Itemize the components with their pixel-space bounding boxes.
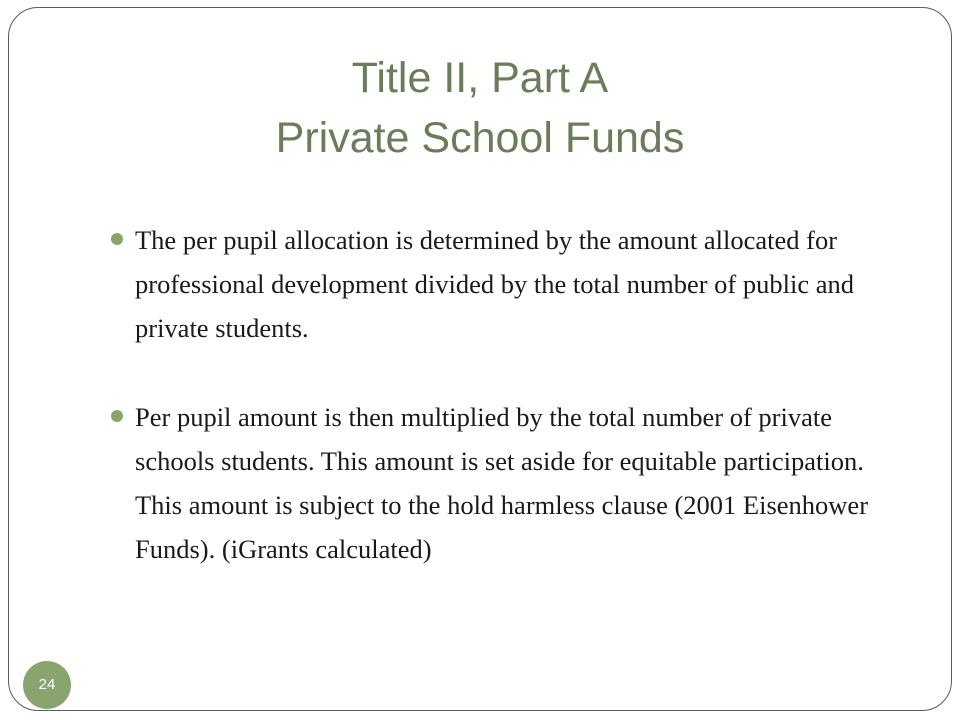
page-number-badge xyxy=(23,661,71,709)
bullet-text: The per pupil allocation is determined by the amount allocated for professional development divided by the total number of public and private students. xyxy=(135,225,855,343)
slide-title xyxy=(9,48,951,168)
slide-title-line-1: Title II, Part A xyxy=(351,54,609,102)
bullet-item xyxy=(105,218,885,350)
bullet-dot-icon xyxy=(111,410,123,422)
bullet-item xyxy=(105,395,885,571)
bullet-dot-icon xyxy=(111,233,123,245)
bullet-list xyxy=(105,218,885,616)
bullet-text: Per pupil amount is then multiplied by the total number of private schools students. This amount is set aside for equitable participation. This amount is subject to the hold harmless clause (2001 Eisenhower Funds). (iGrants calculated) xyxy=(135,402,869,564)
slide-frame xyxy=(8,7,952,711)
slide-title-line-2: Private School Funds xyxy=(275,114,685,162)
page-number: 24 xyxy=(38,676,56,693)
